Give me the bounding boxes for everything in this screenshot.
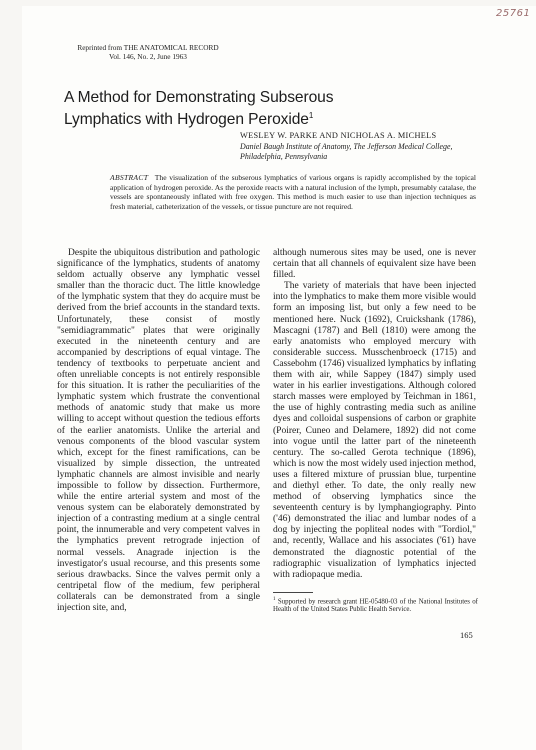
title-line-1: A Method for Demonstrating Subserous — [64, 89, 334, 106]
abstract-label: ABSTRACT — [110, 173, 149, 182]
title-line-2-text: Lymphatics with Hydrogen Peroxide — [64, 111, 309, 129]
volume-line: Vol. 146, No. 2, June 1963 — [109, 51, 187, 61]
abstract-text: The visualization of the subserous lymphatics of various organs is rapidly accomplished by the topical application of hydrogen peroxide. As the peroxide reacts with a natural inclusion of the lymph, presumably catalase, the vessels are spontaneously inflated with free oxygen. This method is much easier to use than injection techniques as fresh material, catheterization of the vessels, or tissue puncture are not required. — [110, 173, 476, 211]
body-paragraph-continued: although numerous sites may be used, one is never certain that all channels of equivalent size have been filled. — [273, 248, 476, 281]
affiliation-line-1: Daniel Baugh Institute of Anatomy, The Jefferson Medical College, — [240, 142, 453, 151]
title-footnote-mark: 1 — [308, 111, 314, 120]
body-paragraph: The variety of materials that have been injected into the lymphatics to make them more visible would form an imposing list, but only a few need to be mentioned here. Nuck (1692), Cruickshank (1786), Mascagni (1787) and Bell (1810) were among the early anatomists who employed mercury with considerable success. Musschenbroeck (1715) and Cassebohm (1746) visualized lymphatics by inflating them with air, while Sappey (1847) simply used water in his earlier investigations. Although colored starch masses were employed by Teichman in 1861, the use of highly contrasting media such as aniline dyes and colloidal suspensions of carbon or graphite (Poirer, Cuneo and Delamere, 1892) did not come into vogue until the latter part of the nineteenth century. The so-called Gerota technique (1896), which is now the most widely used injection method, uses a filtered mixture of prussian blue, turpentine and diethyl ether. To date, the only really new method of observing lymphatics since the seventeenth century is by lymphangiography. Pinto ('46) demonstrated the iliac and lumbar nodes of a dog by injecting the popliteal nodes with "Tordiol," and, recently, Wallace and his associates ('61) have demonstrated the diagnostic potential of the radiographic visualization of lymphatics injected with radiopaque media. — [273, 281, 476, 580]
abstract — [110, 173, 476, 211]
page-number: 165 — [460, 630, 473, 640]
footnote-text: Supported by research grant HE-05480-03 of the National Institutes of Health of the United States Public Health Service. — [273, 598, 478, 614]
reprint-notice — [63, 44, 233, 61]
article-title — [64, 89, 384, 129]
reprint-line: Reprinted from THE ANATOMICAL RECORD — [77, 43, 219, 52]
title-line-2 — [64, 107, 384, 129]
footnote — [273, 596, 478, 614]
body-column-left — [57, 248, 260, 614]
body-paragraph: Despite the ubiquitous distribution and pathologic significance of the lymphatics, students of anatomy seldom actually observe any lymphatic vessel smaller than the thoracic duct. The little knowledge of the lymphatic system that they do acquire must be derived from the brief accounts in the standard texts. Unfortunately, these consist of mostly "semidiagrammatic" plates that were originally executed in the nineteenth century and are accompanied by descriptions of equal vintage. The tendency of textbooks to perpetuate ancient and often unreliable concepts is not entirely responsible for this situation. It is rather the peculiarities of the lymphatic system which frustrate the conventional methods of anatomic study that make us more willing to accept without question the tedious efforts of the earlier anatomists. Unlike the arterial and venous components of the blood vascular system which, except for the finest ramifications, can be visualized by simple dissection, the untreated lymphatic channels are almost invisible and nearly impossible to follow by dissection. Furthermore, while the entire arterial system and most of the venous system can be elaborately demonstrated by injection of a contrasting medium at a single central point, the innumerable and very competent valves in the lymphatics prevent retrograde injection of normal vessels. Anagrade injection is the investigator's usual recourse, and this presents some serious drawbacks. Since the valves permit only a centripetal flow of the medium, few peripheral collaterals can be demonstrated from a single injection site, and, — [57, 248, 260, 613]
authors: WESLEY W. PARKE AND NICHOLAS A. MICHELS — [240, 131, 437, 140]
footnote-divider — [273, 592, 313, 593]
footnote-mark: 1 — [273, 597, 276, 602]
affiliation-line-2: Philadelphia, Pennsylvania — [240, 151, 328, 161]
body-column-right — [273, 248, 476, 581]
affiliation — [240, 142, 510, 161]
handwritten-note: 25761 — [496, 8, 531, 19]
